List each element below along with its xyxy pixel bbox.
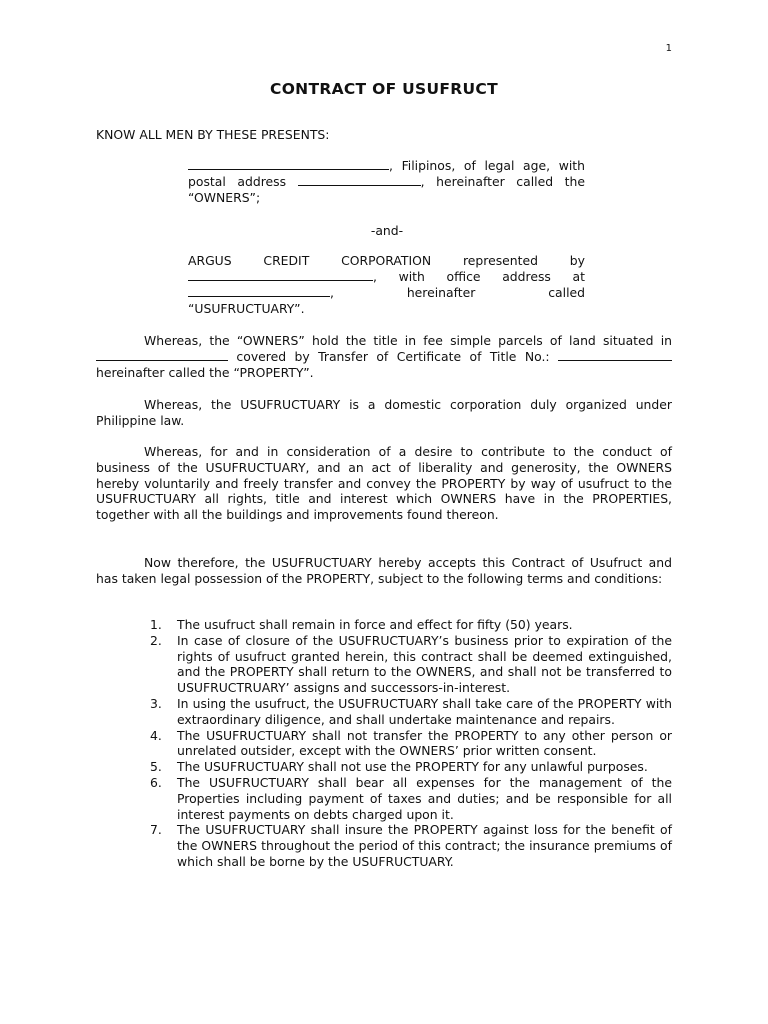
now-therefore-paragraph: Now therefore, the USUFRUCTUARY hereby accepts this Contract of Usufruct and has taken legal possession of the PROPERTY, subject to the following terms and conditions:	[96, 555, 672, 586]
document-title: CONTRACT OF USUFRUCT	[270, 80, 498, 98]
location-blank	[96, 349, 228, 361]
page-number: 1	[665, 43, 672, 54]
term-item: 4. The USUFRUCTUARY shall not transfer the PROPERTY to any other person or unrelated outsider, except with the OWNERS’ prior written consent.	[150, 727, 672, 759]
terms-list	[96, 617, 672, 870]
intro-line: KNOW ALL MEN BY THESE PRESENTS:	[96, 127, 330, 142]
representative-blank	[188, 269, 373, 281]
owners-name-blank	[188, 158, 389, 170]
office-address-blank	[188, 285, 330, 297]
usufructuary-line-4: “USUFRUCTUARY”.	[188, 301, 305, 316]
whereas-consideration-paragraph: Whereas, for and in consideration of a desire to contribute to the conduct of business of the USUFRUCTUARY, and an act of liberality and generosity, the OWNERS hereby voluntarily and freely transfer and convey the PROPERTY by way of usufruct to the USUFRUCTUARY all rights, title and interest which OWNERS have in the PROPERTIES, together with all the buildings and improvements found thereon.	[96, 444, 672, 523]
whereas-corporation-paragraph: Whereas, the USUFRUCTUARY is a domestic corporation duly organized under Philippine law.	[96, 397, 672, 428]
owners-party-block	[188, 158, 585, 206]
term-item: 6. The USUFRUCTUARY shall bear all expenses for the management of the Properties including payment of taxes and duties; and be responsible for all interest payments on debts charged upon it.	[150, 774, 672, 822]
term-item: 5. The USUFRUCTUARY shall not use the PROPERTY for any unlawful purposes.	[150, 759, 648, 775]
usufructuary-line-1: ARGUS CREDIT CORPORATION represented by	[188, 253, 585, 268]
usufructuary-party-block	[188, 253, 585, 317]
owners-line-2: postal address , hereinafter called the	[188, 174, 585, 189]
term-item: 7. The USUFRUCTUARY shall insure the PROPERTY against loss for the benefit of the OWNERS throughout the period of this contract; the insurance premiums of which shall be borne by the USUFRUCTUARY.	[150, 822, 672, 869]
title-number-blank	[558, 349, 672, 361]
and-separator: -and-	[370, 223, 404, 238]
owners-line-1: , Filipinos, of legal age, with	[188, 158, 585, 174]
usufructuary-line-2: , with office address at	[188, 269, 585, 285]
term-item: 2. In case of closure of the USUFRUCTUARY’s business prior to expiration of the rights of usufruct granted herein, this contract shall be deemed extinguished, and the PROPERTY shall return to the OWNERS, and shall not be transferred to USUFRUCTRUARY’ assigns and successors-in-interest.	[150, 632, 672, 696]
postal-address-blank	[298, 174, 421, 186]
whereas-owners-paragraph: Whereas, the “OWNERS” hold the title in fee simple parcels of land situated in covered by Transfer of Certificate of Title No.: hereinafter called the “PROPERTY”.	[96, 333, 672, 380]
term-item: 3. In using the usufruct, the USUFRUCTUARY shall take care of the PROPERTY with extraordinary diligence, and shall undertake maintenance and repairs.	[150, 695, 672, 727]
owners-line-3: “OWNERS”;	[188, 190, 261, 205]
usufructuary-line-3: , hereinafter called	[188, 285, 585, 301]
term-item: 1. The usufruct shall remain in force and effect for fifty (50) years.	[150, 617, 573, 632]
